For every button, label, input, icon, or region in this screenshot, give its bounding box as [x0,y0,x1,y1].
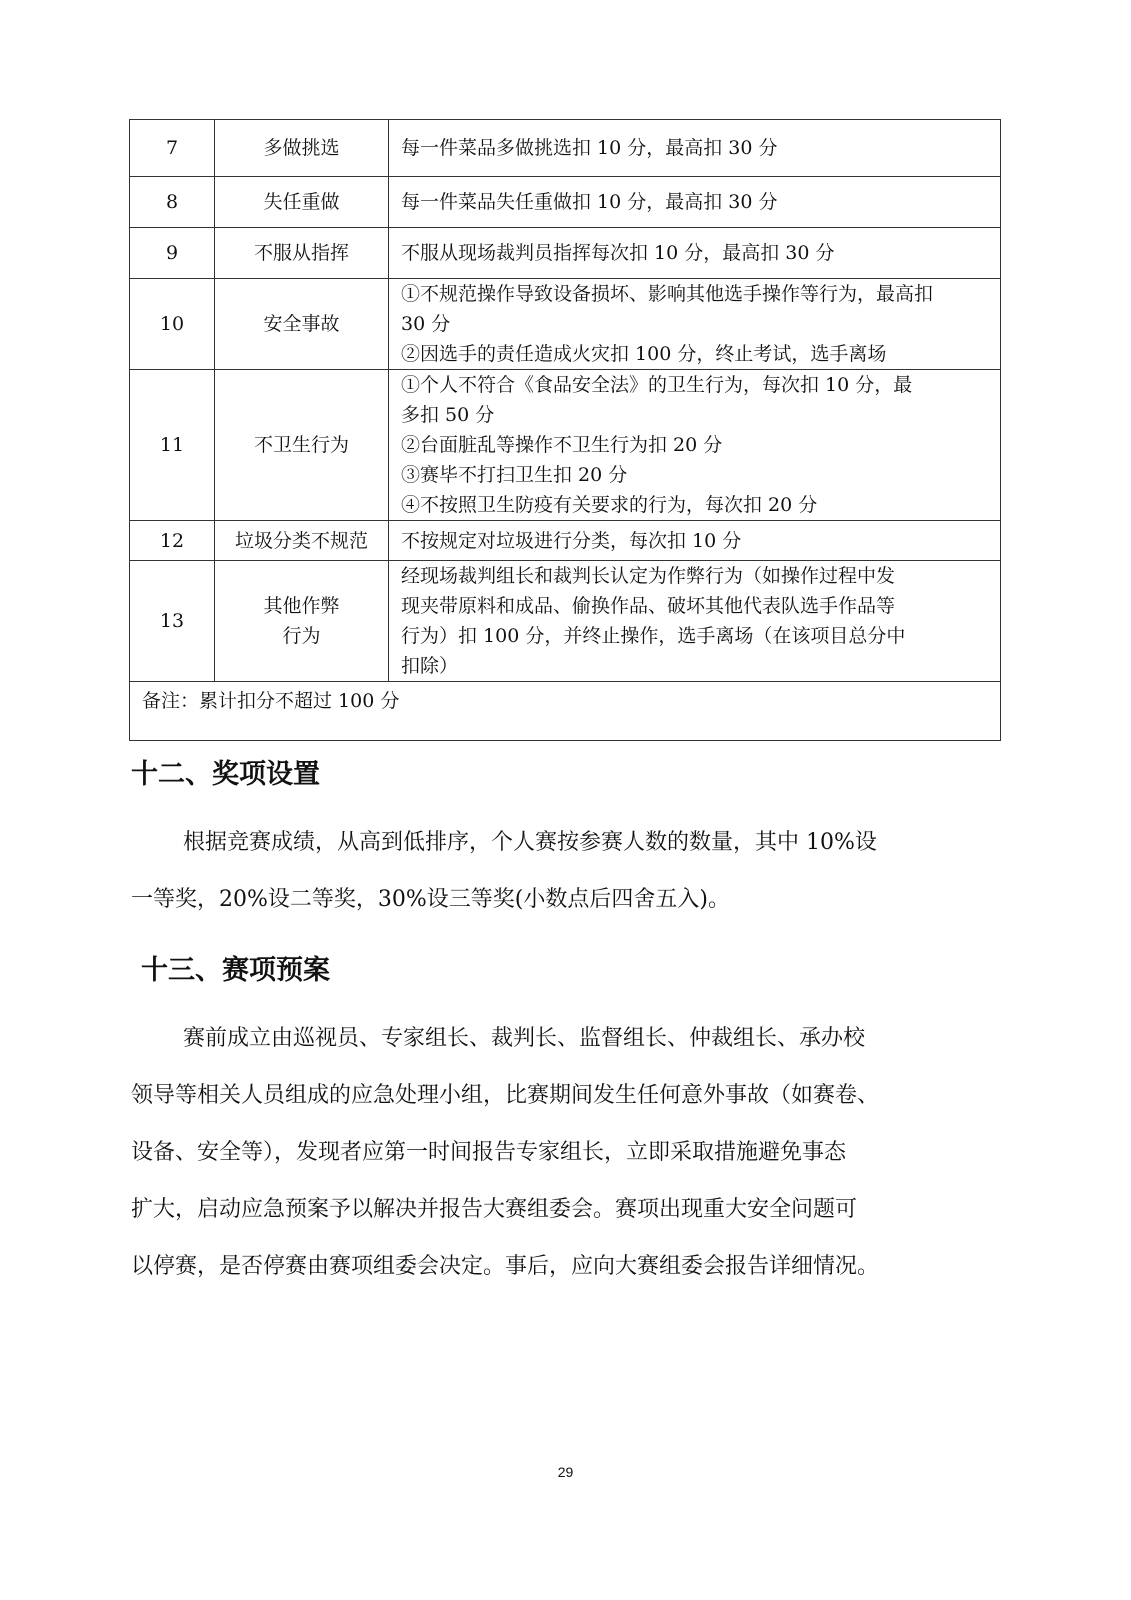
row-item [215,177,389,228]
row-description [389,228,1001,279]
description-line: 不按规定对垃圾进行分类，每次扣 10 分 [401,529,742,552]
description-line: 每一件菜品多做挑选扣 10 分，最高扣 30 分 [401,137,778,159]
row-description [389,120,1001,177]
description-line: 现夹带原料和成品、偷换作品、破坏其他代表队选手作品等 [401,595,896,617]
description-line: 不服从现场裁判员指挥每次扣 10 分，最高扣 30 分 [401,242,835,264]
paragraph-line: 一等奖，20%设二等奖，30%设三等奖(小数点后四舍五入)。 [131,887,730,912]
item-line: 失任重做 [263,191,340,213]
table-row [130,279,1001,370]
item-line: 行为 [282,625,321,647]
item-line: 不卫生行为 [253,434,349,456]
item-line: 多做挑选 [263,137,340,159]
item-line: 不服从指挥 [253,242,349,264]
row-number: 13 [130,561,215,682]
description-line: 经现场裁判组长和裁判长认定为作弊行为（如操作过程中发 [401,565,896,587]
description-line: ④不按照卫生防疫有关要求的行为，每次扣 20 分 [401,494,818,516]
paragraph-line: 赛前成立由巡视员、专家组长、裁判长、监督组长、仲裁组长、承办校 [183,1026,866,1051]
table-note-row [130,682,1001,741]
table-row [130,370,1001,521]
deduction-rules-table [129,119,1001,741]
row-item [215,279,389,370]
row-number: 7 [130,120,215,177]
section-12-heading: 十二、奖项设置 [131,759,320,790]
item-line: 其他作弊 [263,595,340,617]
row-description [389,370,1001,521]
description-line: ③赛毕不打扫卫生扣 20 分 [401,464,628,486]
table-row [130,120,1001,177]
description-line: ①个人不符合《食品安全法》的卫生行为，每次扣 10 分，最 [401,374,913,396]
row-description [389,279,1001,370]
paragraph-line: 以停赛，是否停赛由赛项组委会决定。事后，应向大赛组委会报告详细情况。 [131,1254,880,1279]
row-description [389,521,1001,561]
section-13-paragraph [131,1010,1003,1295]
paragraph-line: 扩大，启动应急预案予以解决并报告大赛组委会。赛项出现重大安全问题可 [131,1197,858,1222]
row-number: 10 [130,279,215,370]
description-line: 每一件菜品失任重做扣 10 分，最高扣 30 分 [401,191,778,213]
item-line: 垃圾分类不规范 [234,529,368,552]
table-row [130,177,1001,228]
description-line: 30 分 [401,313,451,335]
row-description [389,177,1001,228]
row-number: 12 [130,521,215,561]
table-row [130,561,1001,682]
description-line: 扣除） [401,655,459,677]
row-description [389,561,1001,682]
description-line: ①不规范操作导致设备损坏、影响其他选手操作等行为，最高扣 [401,283,934,305]
row-item [215,561,389,682]
item-line: 安全事故 [263,313,340,335]
row-number: 11 [130,370,215,521]
table-row [130,228,1001,279]
description-line: 行为）扣 100 分，并终止操作，选手离场（在该项目总分中 [401,625,906,647]
row-item [215,521,389,561]
table-note: 备注：累计扣分不超过 100 分 [130,682,1001,741]
paragraph-line: 领导等相关人员组成的应急处理小组，比赛期间发生任何意外事故（如赛卷、 [131,1083,880,1108]
paragraph-line: 根据竞赛成绩，从高到低排序，个人赛按参赛人数的数量，其中 10%设 [183,830,877,855]
section-13-heading: 十三、赛项预案 [141,955,330,986]
row-number: 8 [130,177,215,228]
row-item [215,228,389,279]
row-item [215,120,389,177]
section-12-paragraph [131,814,1003,928]
page-number: 29 [557,1464,574,1480]
description-line: ②台面脏乱等操作不卫生行为扣 20 分 [401,434,723,456]
row-item [215,370,389,521]
description-line: 多扣 50 分 [401,404,495,426]
description-line: ②因选手的责任造成火灾扣 100 分，终止考试，选手离场 [401,343,887,365]
row-number: 9 [130,228,215,279]
paragraph-line: 设备、安全等），发现者应第一时间报告专家组长，立即采取措施避免事态 [131,1140,847,1165]
table-row [130,521,1001,561]
rules-table-body [130,120,1001,682]
